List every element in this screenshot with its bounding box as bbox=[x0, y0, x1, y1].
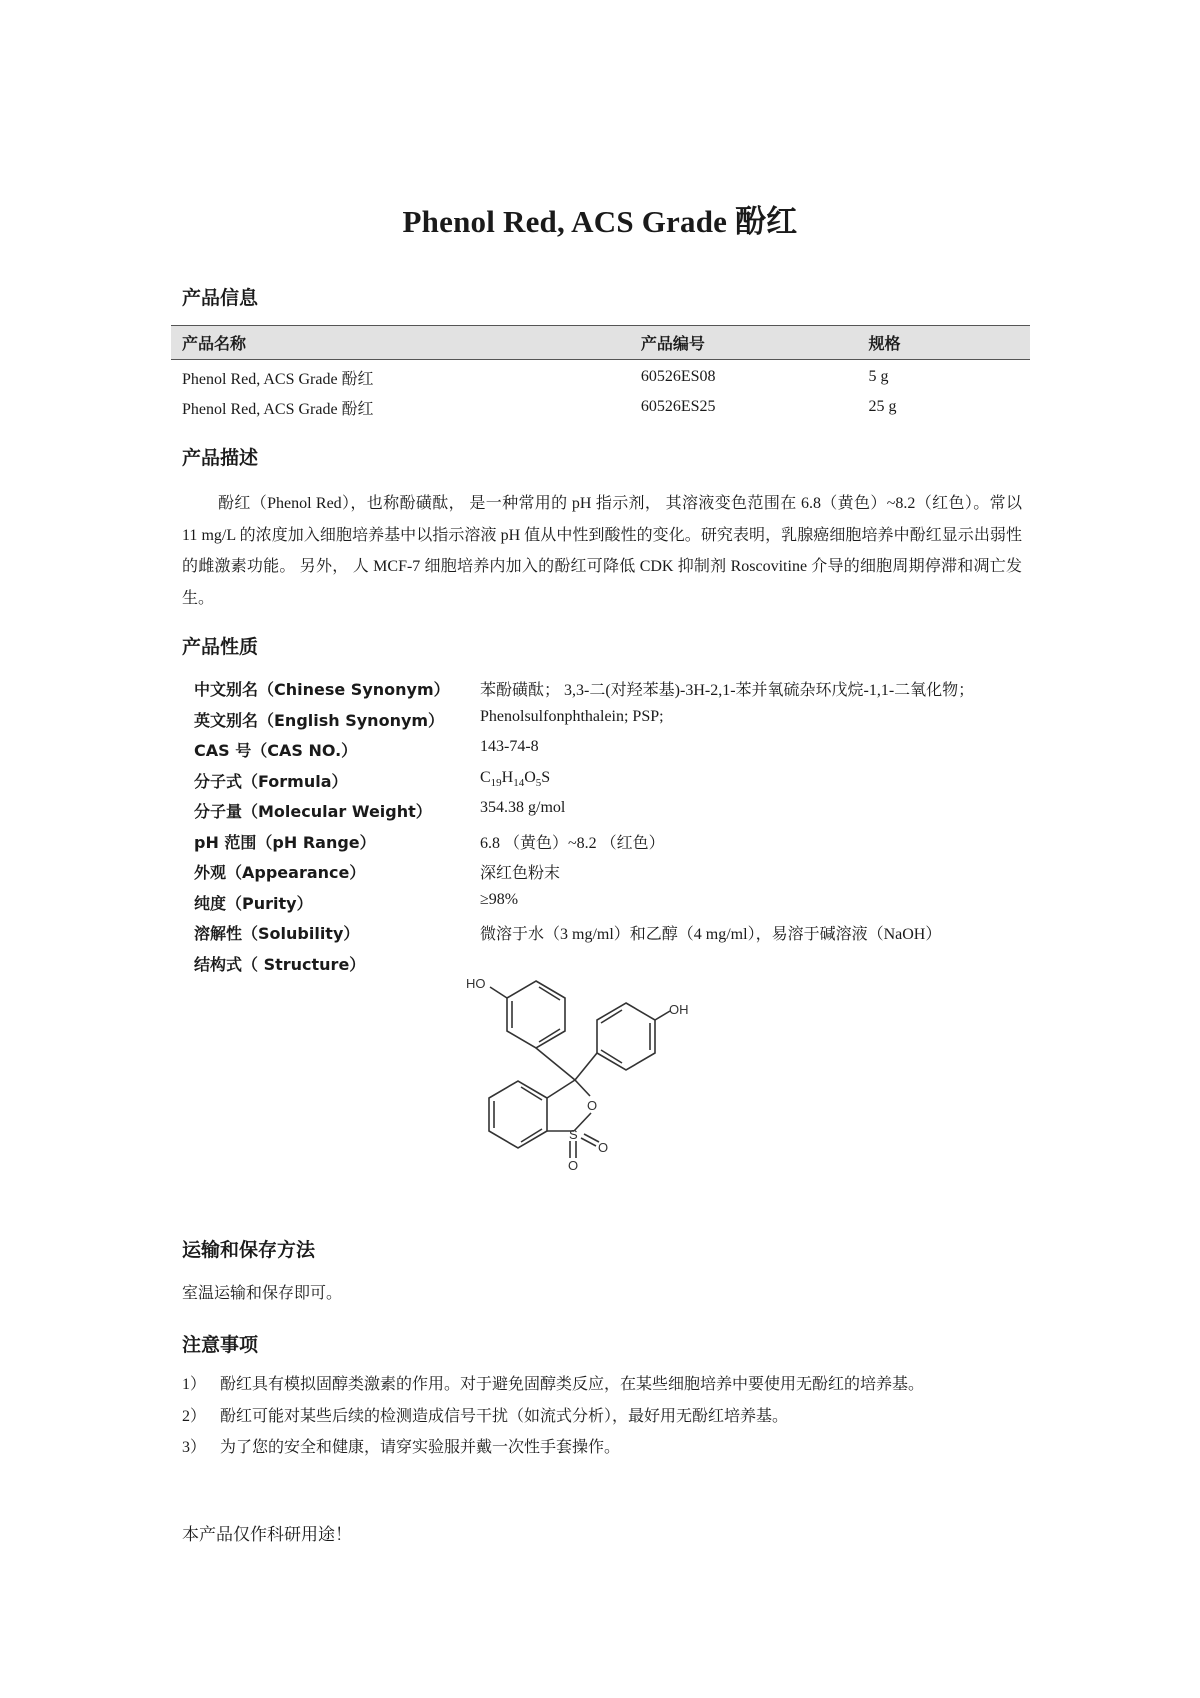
property-value: Phenolsulfonphthalein; PSP; bbox=[480, 707, 664, 725]
table-row bbox=[171, 390, 1030, 420]
note-text: 为了您的安全和健康，请穿实验服并戴一次性手套操作。 bbox=[220, 1439, 621, 1456]
phenol-ring-right bbox=[597, 1003, 655, 1070]
note-text: 酚红可能对某些后续的检测造成信号干扰（如流式分析），最好用无酚红培养基。 bbox=[220, 1407, 789, 1425]
structure-diagram bbox=[466, 964, 730, 1204]
list-item bbox=[182, 1371, 924, 1403]
product-info-heading: 产品信息 bbox=[182, 287, 259, 309]
product-name-cell: Phenol Red, ACS Grade 酚红 bbox=[182, 400, 374, 418]
property-value: 354.38 g/mol bbox=[480, 799, 566, 816]
storage-text: 室温运输和保存即可。 bbox=[182, 1285, 343, 1302]
description-heading: 产品描述 bbox=[182, 447, 259, 469]
property-value: 6.8 （黄色）~8.2 （红色） bbox=[480, 834, 665, 852]
table-row bbox=[171, 360, 1030, 391]
product-code-cell: 60526ES25 bbox=[640, 398, 716, 415]
property-label: 结构式（ Structure） bbox=[194, 954, 366, 974]
table-header-row bbox=[171, 326, 1030, 360]
product-spec-cell: 25 g bbox=[868, 398, 897, 415]
property-value: ≥98% bbox=[480, 890, 519, 908]
property-label: 分子量（Molecular Weight） bbox=[194, 802, 432, 821]
structure-label-oxygen-bottom: O bbox=[568, 1158, 579, 1173]
product-info-table bbox=[171, 325, 1030, 420]
product-name-cell: Phenol Red, ACS Grade 酚红 bbox=[182, 370, 374, 388]
notes-list bbox=[182, 1371, 924, 1466]
benzo-ring bbox=[489, 1081, 547, 1148]
property-label: 分子式（Formula） bbox=[194, 771, 348, 791]
properties-heading: 产品性质 bbox=[182, 636, 259, 658]
note-number: 1） bbox=[182, 1376, 207, 1393]
notes-heading: 注意事项 bbox=[182, 1334, 259, 1356]
formula-value: $C_{19}H_{14}O_5S$ bbox=[480, 768, 551, 789]
list-item bbox=[182, 1403, 924, 1435]
phenol-ring-left bbox=[507, 981, 565, 1048]
product-spec-cell: 5 g bbox=[868, 368, 889, 385]
page-title: Phenol Red, ACS Grade 酚红 bbox=[402, 204, 798, 239]
property-value: 苯酚磺酞； 3,3-二(对羟苯基)-3H-2,1-苯并氧硫杂环戊烷-1,1-二氧化物； bbox=[480, 682, 975, 699]
property-label: CAS 号（CAS NO.） bbox=[194, 741, 358, 760]
property-value: 微溶于水（3 mg/ml）和乙醇（4 mg/ml），易溶于碱溶液（NaOH） bbox=[480, 926, 942, 943]
note-text: 酚红具有模拟固醇类激素的作用。对于避免固醇类反应，在某些细胞培养中要使用无酚红的培养基。 bbox=[220, 1376, 925, 1393]
structure-label-sulfur: S bbox=[569, 1127, 578, 1142]
property-label: 纯度（Purity） bbox=[194, 893, 313, 913]
column-header-spec: 规格 bbox=[857, 326, 1030, 360]
property-value: 深红色粉末 bbox=[480, 865, 561, 882]
structure-label-oxygen-right: O bbox=[598, 1140, 609, 1155]
structure-label-ho: HO bbox=[466, 976, 486, 991]
structure-label-ring-oxygen: O bbox=[587, 1098, 598, 1113]
property-label: pH 范围（pH Range） bbox=[194, 832, 376, 852]
product-code-cell: 60526ES08 bbox=[640, 368, 716, 385]
list-item bbox=[182, 1434, 924, 1466]
property-label: 溶解性（Solubility） bbox=[194, 924, 360, 943]
structure-label-oh: OH bbox=[669, 1002, 689, 1017]
property-value: 143-74-8 bbox=[480, 738, 539, 755]
column-header-code: 产品编号 bbox=[630, 326, 858, 360]
description-text: 酚红（Phenol Red），也称酚磺酞， 是一种常用的 pH 指示剂， 其溶液变色范围在 6.8（黄色）~8.2（红色）。常以 11 mg/L 的浓度加入细胞培养基中以指示溶液 pH 值从中性到酸性的变化。研究表明，乳腺癌细胞培养中酚红显示出弱性的雌激素功能。 另外， 人 MCF-7 细胞培养内加入的酚红可降低 CDK 抑制剂 Roscovitine 介导的细胞周期停滞和凋亡发生。 bbox=[182, 495, 1022, 607]
note-number: 2） bbox=[182, 1407, 207, 1425]
column-header-name: 产品名称 bbox=[171, 326, 630, 360]
research-use-disclaimer: 本产品仅作科研用途！ bbox=[182, 1525, 352, 1544]
property-label: 外观（Appearance） bbox=[194, 863, 366, 882]
property-label: 英文别名（English Synonym） bbox=[194, 710, 445, 730]
note-number: 3） bbox=[182, 1439, 207, 1456]
storage-heading: 运输和保存方法 bbox=[182, 1239, 316, 1261]
property-label: 中文别名（Chinese Synonym） bbox=[194, 680, 450, 699]
